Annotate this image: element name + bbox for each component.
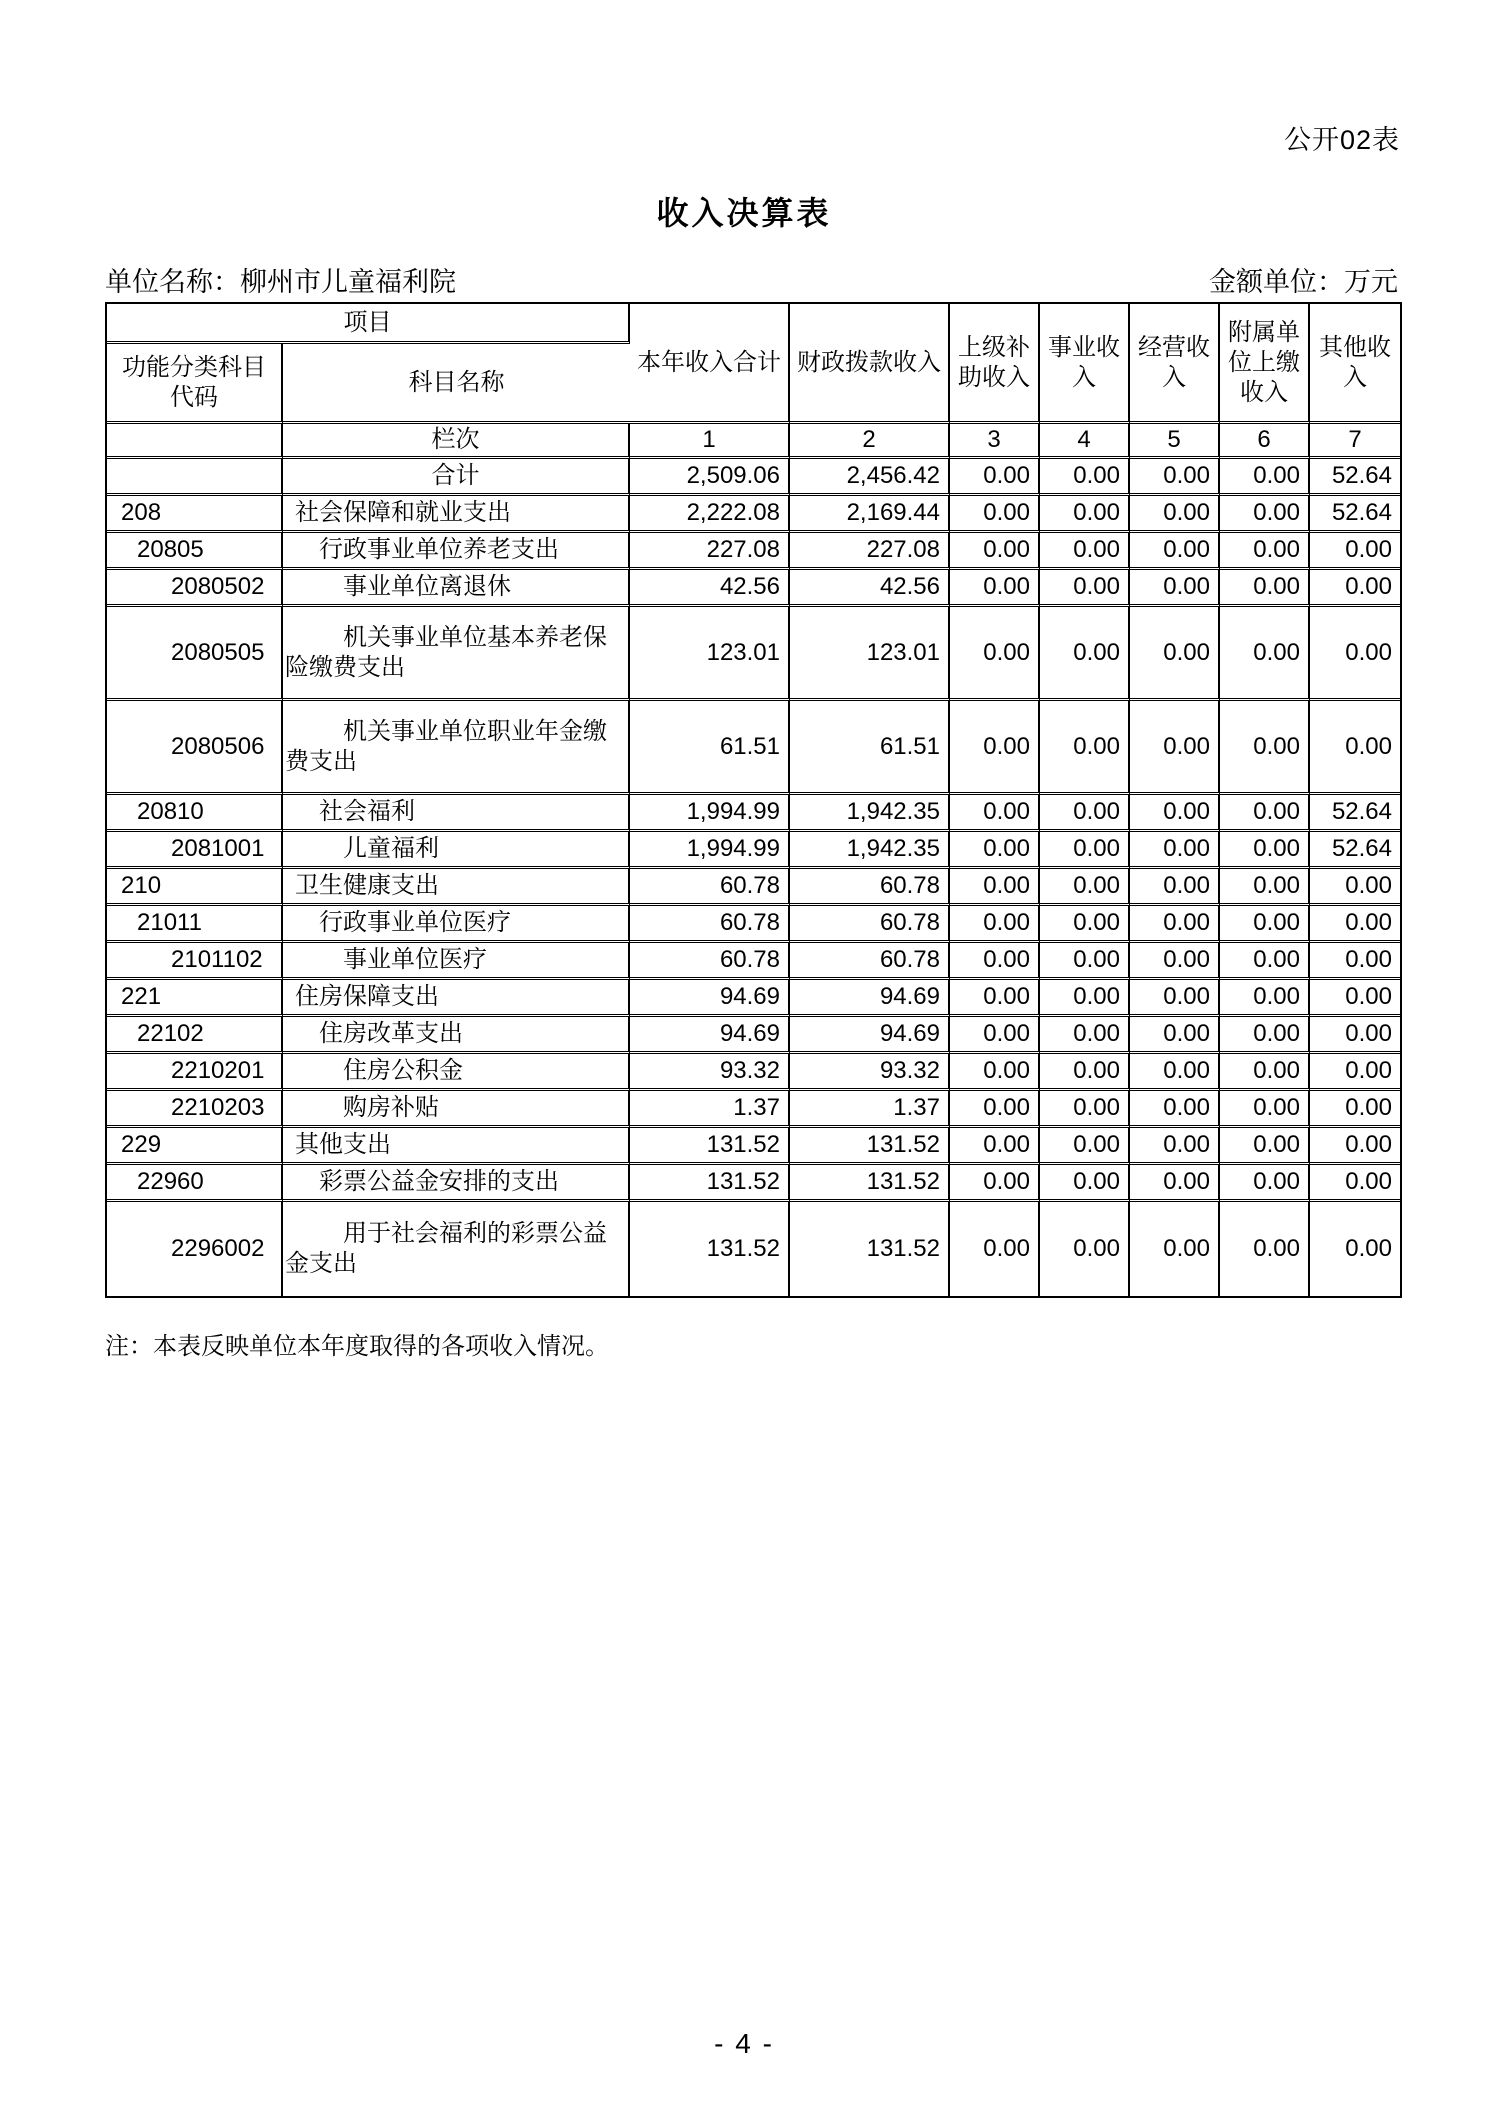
subject-name-cell: 其他支出	[283, 1128, 630, 1165]
value-cell: 0.00	[1220, 795, 1310, 832]
table-row	[107, 570, 1400, 607]
function-code-cell: 208	[107, 496, 283, 533]
subject-name-cell: 住房改革支出	[283, 1017, 630, 1054]
column-number: 5	[1130, 424, 1220, 459]
subject-name-cell: 事业单位医疗	[283, 943, 630, 980]
column-number: 1	[630, 424, 790, 459]
function-code-cell: 21011	[107, 906, 283, 943]
header-col-fiscal-appropriation: 财政拨款收入	[790, 304, 950, 424]
value-cell: 0.00	[1310, 1128, 1400, 1165]
value-cell: 0.00	[1310, 1017, 1400, 1054]
value-cell: 1,994.99	[630, 795, 790, 832]
value-cell: 0.00	[1220, 1128, 1310, 1165]
table-row	[107, 1165, 1400, 1202]
function-code-cell: 22960	[107, 1165, 283, 1202]
value-cell: 93.32	[630, 1054, 790, 1091]
header-project: 项目	[107, 304, 630, 344]
value-cell: 131.52	[630, 1202, 790, 1296]
value-cell: 0.00	[1040, 795, 1130, 832]
function-code-cell	[107, 459, 283, 496]
subject-name-cell: 社会福利	[283, 795, 630, 832]
value-cell: 0.00	[1040, 869, 1130, 906]
header-row-project	[107, 304, 1400, 344]
header-subject-name: 科目名称	[283, 344, 630, 424]
value-cell: 227.08	[790, 533, 950, 570]
footnote: 注：本表反映单位本年度取得的各项收入情况。	[105, 1333, 609, 1360]
value-cell: 0.00	[1040, 607, 1130, 701]
table-row	[107, 832, 1400, 869]
value-cell: 0.00	[1310, 1091, 1400, 1128]
function-code-cell: 221	[107, 980, 283, 1017]
value-cell: 60.78	[630, 869, 790, 906]
value-cell: 94.69	[630, 1017, 790, 1054]
function-code-cell: 2080505	[107, 607, 283, 701]
value-cell: 0.00	[1040, 1128, 1130, 1165]
table-row	[107, 869, 1400, 906]
subject-name-cell: 卫生健康支出	[283, 869, 630, 906]
value-cell: 0.00	[1220, 980, 1310, 1017]
page-number: - 4 -	[714, 2028, 774, 2059]
value-cell: 0.00	[950, 570, 1040, 607]
value-cell: 0.00	[1130, 832, 1220, 869]
value-cell: 0.00	[1220, 1165, 1310, 1202]
value-cell: 0.00	[1040, 701, 1130, 795]
header-col-annual-total: 本年收入合计	[630, 304, 790, 424]
value-cell: 0.00	[1040, 1091, 1130, 1128]
function-code-cell: 2080506	[107, 701, 283, 795]
value-cell: 1,942.35	[790, 832, 950, 869]
page-title: 收入决算表	[656, 195, 832, 231]
value-cell: 0.00	[1130, 496, 1220, 533]
value-cell: 0.00	[1130, 1017, 1220, 1054]
value-cell: 42.56	[790, 570, 950, 607]
value-cell: 131.52	[790, 1165, 950, 1202]
value-cell: 2,456.42	[790, 459, 950, 496]
function-code-cell: 22102	[107, 1017, 283, 1054]
value-cell: 0.00	[1220, 869, 1310, 906]
function-code-cell: 2210201	[107, 1054, 283, 1091]
table-row	[107, 1054, 1400, 1091]
value-cell: 0.00	[950, 1091, 1040, 1128]
value-cell: 60.78	[790, 869, 950, 906]
header-col-business-income: 事业收入	[1040, 304, 1130, 424]
value-cell: 0.00	[1310, 1165, 1400, 1202]
value-cell: 0.00	[1130, 869, 1220, 906]
value-cell: 0.00	[1345, 1235, 1392, 1262]
value-cell: 2,509.06	[630, 459, 790, 496]
value-cell: 0.00	[1040, 832, 1130, 869]
value-cell: 60.78	[630, 906, 790, 943]
value-cell: 0.00	[950, 1202, 1040, 1296]
value-cell: 0.00	[950, 459, 1040, 496]
value-cell: 0.00	[1040, 459, 1130, 496]
value-cell: 0.00	[1040, 1165, 1130, 1202]
value-cell: 0.00	[1040, 1202, 1130, 1296]
unit-name-label: 单位名称：柳州市儿童福利院	[105, 267, 456, 297]
value-cell: 93.32	[790, 1054, 950, 1091]
value-cell: 131.52	[790, 1128, 950, 1165]
subject-name-cell: 儿童福利	[283, 832, 630, 869]
column-index-row	[107, 424, 1400, 459]
value-cell: 0.00	[950, 533, 1040, 570]
table-row	[107, 533, 1400, 570]
value-cell: 0.00	[1040, 496, 1130, 533]
value-cell: 0.00	[1220, 496, 1310, 533]
value-cell: 0.00	[1220, 943, 1310, 980]
value-cell: 0.00	[1310, 607, 1400, 701]
function-code-cell: 2081001	[107, 832, 283, 869]
value-cell: 227.08	[630, 533, 790, 570]
value-cell: 0.00	[1220, 1054, 1310, 1091]
value-cell: 42.56	[630, 570, 790, 607]
table-row	[107, 980, 1400, 1017]
value-cell: 60.78	[790, 906, 950, 943]
value-cell: 131.52	[630, 1128, 790, 1165]
value-cell: 0.00	[950, 906, 1040, 943]
value-cell: 0.00	[1040, 1017, 1130, 1054]
table-row	[107, 607, 1400, 701]
subject-name-cell: 机关事业单位基本养老保险缴费支出	[283, 607, 630, 701]
function-code-cell: 2210203	[107, 1091, 283, 1128]
table-row	[107, 701, 1400, 795]
value-cell: 0.00	[1130, 795, 1220, 832]
value-cell: 0.00	[950, 943, 1040, 980]
function-code-cell: 229	[107, 1128, 283, 1165]
function-code-cell: 2296002	[107, 1202, 283, 1296]
value-cell: 0.00	[1220, 1017, 1310, 1054]
header-col-affiliate-remittance: 附属单位上缴收入	[1220, 304, 1310, 424]
value-cell: 0.00	[1220, 533, 1310, 570]
value-cell: 0.00	[1220, 1091, 1310, 1128]
table-row	[107, 1017, 1400, 1054]
subject-name-cell: 住房公积金	[283, 1054, 630, 1091]
value-cell: 61.51	[630, 701, 790, 795]
value-cell: 0.00	[1130, 906, 1220, 943]
value-cell: 0.00	[1040, 533, 1130, 570]
value-cell: 0.00	[1220, 832, 1310, 869]
value-cell: 123.01	[630, 607, 790, 701]
header-col-other-income: 其他收入	[1310, 304, 1400, 424]
value-cell: 94.69	[790, 1017, 950, 1054]
value-cell: 0.00	[1220, 906, 1310, 943]
column-number: 6	[1220, 424, 1310, 459]
value-cell: 0.00	[950, 1017, 1040, 1054]
value-cell: 1.37	[630, 1091, 790, 1128]
value-cell: 0.00	[1130, 701, 1220, 795]
subject-name-cell: 用于社会福利的彩票公益金支出	[283, 1202, 630, 1296]
value-cell: 0.00	[1130, 980, 1220, 1017]
column-number: 2	[790, 424, 950, 459]
income-table	[105, 302, 1402, 1298]
income-table-body	[107, 459, 1400, 1296]
value-cell: 0.00	[1130, 1128, 1220, 1165]
value-cell: 94.69	[790, 980, 950, 1017]
column-index-label: 栏次	[283, 424, 630, 459]
function-code-cell: 2101102	[107, 943, 283, 980]
column-number: 4	[1040, 424, 1130, 459]
value-cell: 0.00	[950, 607, 1040, 701]
table-row	[107, 1202, 1400, 1296]
table-row	[107, 459, 1400, 496]
value-cell: 0.00	[1040, 906, 1130, 943]
value-cell: 0.00	[1130, 533, 1220, 570]
value-cell: 2,169.44	[790, 496, 950, 533]
value-cell: 60.78	[630, 943, 790, 980]
value-cell: 0.00	[1220, 570, 1310, 607]
value-cell: 0.00	[950, 980, 1040, 1017]
value-cell: 0.00	[1310, 980, 1400, 1017]
subject-name-cell: 事业单位离退休	[283, 570, 630, 607]
value-cell: 52.64	[1310, 496, 1400, 533]
value-cell: 0.00	[950, 496, 1040, 533]
subject-name-cell: 合计	[283, 459, 630, 496]
value-cell: 0.00	[950, 1165, 1040, 1202]
value-cell: 52.64	[1310, 832, 1400, 869]
value-cell: 1.37	[790, 1091, 950, 1128]
value-cell: 0.00	[1040, 980, 1130, 1017]
table-row	[107, 795, 1400, 832]
table-row	[107, 943, 1400, 980]
value-cell: 0.00	[1040, 943, 1130, 980]
header-function-code: 功能分类科目代码	[107, 344, 283, 424]
value-cell: 0.00	[950, 832, 1040, 869]
value-cell: 0.00	[1130, 1054, 1220, 1091]
table-row	[107, 1128, 1400, 1165]
subject-name-cell: 机关事业单位职业年金缴费支出	[283, 701, 630, 795]
value-cell: 0.00	[1130, 1091, 1220, 1128]
value-cell: 0.00	[1220, 607, 1310, 701]
value-cell: 0.00	[1130, 943, 1220, 980]
amount-unit-label: 金额单位：万元	[1209, 267, 1398, 297]
function-code-cell: 20805	[107, 533, 283, 570]
value-cell: 61.51	[790, 701, 950, 795]
value-cell: 0.00	[1220, 1202, 1310, 1296]
value-cell: 0.00	[1130, 1165, 1220, 1202]
value-cell: 0.00	[1310, 943, 1400, 980]
column-number: 7	[1310, 424, 1400, 459]
subject-name-cell: 行政事业单位养老支出	[283, 533, 630, 570]
value-cell: 52.64	[1310, 795, 1400, 832]
value-cell: 0.00	[1220, 701, 1310, 795]
value-cell: 0.00	[1130, 459, 1220, 496]
value-cell: 0.00	[1310, 570, 1400, 607]
value-cell: 0.00	[950, 1128, 1040, 1165]
subject-name-cell: 购房补贴	[283, 1091, 630, 1128]
function-code-cell: 20810	[107, 795, 283, 832]
value-cell: 0.00	[1130, 1202, 1220, 1296]
value-cell: 1,994.99	[630, 832, 790, 869]
subject-name-cell: 社会保障和就业支出	[283, 496, 630, 533]
value-cell: 131.52	[630, 1165, 790, 1202]
form-number-label: 公开02表	[1283, 125, 1400, 155]
value-cell: 0.00	[1130, 570, 1220, 607]
header-col-superior-subsidy: 上级补助收入	[950, 304, 1040, 424]
value-cell: 0.00	[1310, 533, 1400, 570]
value-cell: 1,942.35	[790, 795, 950, 832]
table-row	[107, 906, 1400, 943]
function-code-cell: 210	[107, 869, 283, 906]
value-cell: 131.52	[790, 1202, 950, 1296]
value-cell: 0.00	[950, 1054, 1040, 1091]
subject-name-cell: 行政事业单位医疗	[283, 906, 630, 943]
value-cell: 0.00	[1310, 701, 1400, 795]
subject-name-cell: 彩票公益金安排的支出	[283, 1165, 630, 1202]
value-cell: 94.69	[630, 980, 790, 1017]
value-cell: 52.64	[1310, 459, 1400, 496]
value-cell: 0.00	[950, 869, 1040, 906]
value-cell: 60.78	[790, 943, 950, 980]
value-cell: 0.00	[1220, 459, 1310, 496]
value-cell: 0.00	[950, 795, 1040, 832]
column-index-empty-cell	[107, 424, 283, 459]
column-number: 3	[950, 424, 1040, 459]
meta-row	[105, 260, 1398, 299]
value-cell: 0.00	[1310, 1054, 1400, 1091]
value-cell: 0.00	[1310, 906, 1400, 943]
table-row	[107, 496, 1400, 533]
header-col-operating-income: 经营收入	[1130, 304, 1220, 424]
function-code-cell: 2080502	[107, 570, 283, 607]
value-cell: 0.00	[1040, 1054, 1130, 1091]
value-cell: 0.00	[950, 701, 1040, 795]
subject-name-cell: 住房保障支出	[283, 980, 630, 1017]
value-cell: 0.00	[1310, 869, 1400, 906]
value-cell: 0.00	[1130, 607, 1220, 701]
table-row	[107, 1091, 1400, 1128]
value-cell: 123.01	[790, 607, 950, 701]
value-cell: 2,222.08	[630, 496, 790, 533]
value-cell: 0.00	[1040, 570, 1130, 607]
